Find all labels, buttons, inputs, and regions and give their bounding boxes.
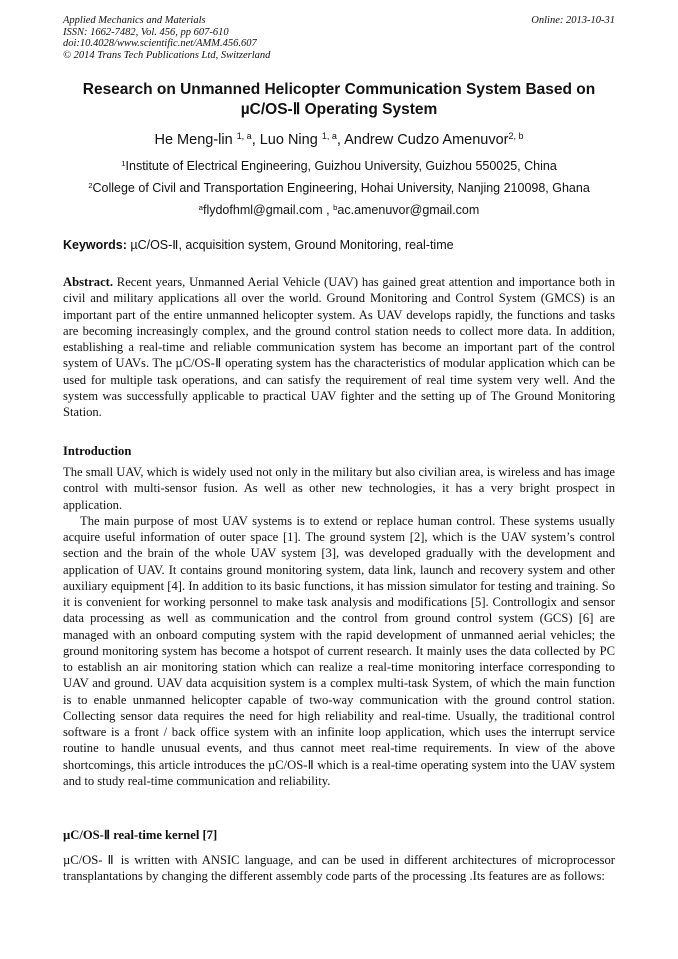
title-line-2: µC/OS-Ⅱ Operating System: [240, 101, 438, 118]
abstract-text: Recent years, Unmanned Aerial Vehicle (UAV) has gained great attention and importance both in civil and military applications all over the world. Ground Monitoring and Control System (GMCS) is an important part of the entire unmanned helicopter system. As UAV develops rapidly, the functions and tasks are becoming increasingly complex, and the ground control station needs to collect more data. In addition, establishing a real-time and reliable communication system has become an important part of the control system of UAVs. The µC/OS-Ⅱ operating system has the characteristics of modular application which can be used for multiple task operations, and can satisfy the requirement of real time system very well. And the system was successfully applicable to practical UAV fighter and the setting up of The Ground Monitoring Station.: [63, 275, 615, 419]
author-emails: [63, 202, 615, 218]
kernel-body: [63, 852, 615, 885]
email-2: ac.amenuvor@gmail.com: [337, 203, 480, 217]
intro-paragraph-2: The main purpose of most UAV systems is to extend or replace human control. These systems usually acquire useful information of outer space [1]. The ground system [2], which is the UAV system’s control section and the brain of the whole UAV system [3], was developed gradually with the development and application of UAV. It contains ground monitoring system, data link, launch and recovery system and other auxiliary equipment [4]. In addition to its basic functions, it has mission simulator for testing and training. So it is convenient for working personnel to make task analysis and modifications [5]. Controllogix and sensor data processing as well as communication and the control from ground control system (GCS) [6] are managed with an onboard computing system with the rapid development of unmanned aerial vehicles; the ground monitoring system has become a hotspot of current research. It mainly uses the data collected by PC to establish an air monitoring station which can realize a real-time monitoring interface corresponding to UAV and ground. UAV data acquisition system is a complex multi-task System, of which the main function is to enable unmanned helicopter capable of two-way communication with the ground control station. Collecting sensor data requires the need for high reliability and real-time. Usually, the traditional control software is a front / back office system with an infinite loop application, which uses the interrupt service routine to handle unusual events, and thus cannot meet real-time requirements. In view of the above shortcomings, this article introduces the µC/OS-Ⅱ which is a real-time operating system into the UAV system and to study real-time communication and reliability.: [63, 513, 615, 788]
journal-name: Applied Mechanics and Materials: [63, 15, 206, 26]
keywords-label: Keywords:: [63, 238, 127, 252]
affiliation-2-text: College of Civil and Transportation Engineering, Hohai University, Nanjing 210098, Ghana: [92, 181, 590, 195]
introduction-heading: Introduction: [63, 444, 132, 458]
copyright-line: © 2014 Trans Tech Publications Ltd, Switzerland: [63, 49, 271, 61]
affiliation-1-text: Institute of Electrical Engineering, Guizhou University, Guizhou 550025, China: [125, 159, 557, 173]
email-1: flydofhml@gmail.com ,: [202, 203, 334, 217]
kernel-heading: µC/OS-Ⅱ real-time kernel [7]: [63, 828, 218, 842]
keywords: [63, 237, 615, 253]
abstract: [63, 274, 615, 420]
keywords-text: µC/OS-Ⅱ, acquisition system, Ground Monitoring, real-time: [126, 238, 454, 252]
abstract-label: Abstract.: [63, 275, 114, 289]
affiliation-2-mark: 2: [88, 180, 93, 190]
online-date: Online: 2013-10-31: [531, 15, 615, 26]
email-2-mark: b: [333, 202, 338, 212]
title-line-1: Research on Unmanned Helicopter Communication System Based on: [82, 81, 596, 98]
journal-header: [63, 15, 615, 61]
kernel-paragraph-1: µC/OS- Ⅱ is written with ANSIC language, and can be used in different architectures of microprocessor transplantations by changing the different assembly code parts of the processing .Its features are as follows:: [63, 853, 615, 884]
doi-line: doi:10.4028/www.scientific.net/AMM.456.607: [63, 38, 257, 49]
author-3-name: , Andrew Cudzo Amenuvor: [336, 132, 509, 148]
email-1-mark: a: [198, 202, 203, 212]
intro-paragraph-1: The small UAV, which is widely used not only in the military but also civilian area, is wireless and has image control with multi-sensor fusion. As well as other new technologies, it has a very bright prospect in application.: [63, 465, 615, 512]
affiliation-1-mark: 1: [121, 158, 126, 168]
author-2-name: , Luo Ning: [251, 132, 322, 148]
introduction-body: [63, 464, 615, 789]
paper-title: [63, 80, 615, 120]
author-1-name: He Meng-lin: [154, 132, 237, 148]
affiliation-1: [63, 158, 615, 174]
author-3-affil: 2, b: [508, 131, 524, 142]
issn-line: ISSN: 1662-7482, Vol. 456, pp 607-610: [63, 26, 229, 38]
affiliation-2: [63, 180, 615, 196]
author-1-affil: 1, a: [236, 131, 252, 142]
author-list: [63, 131, 615, 149]
author-2-affil: 1, a: [321, 131, 337, 142]
